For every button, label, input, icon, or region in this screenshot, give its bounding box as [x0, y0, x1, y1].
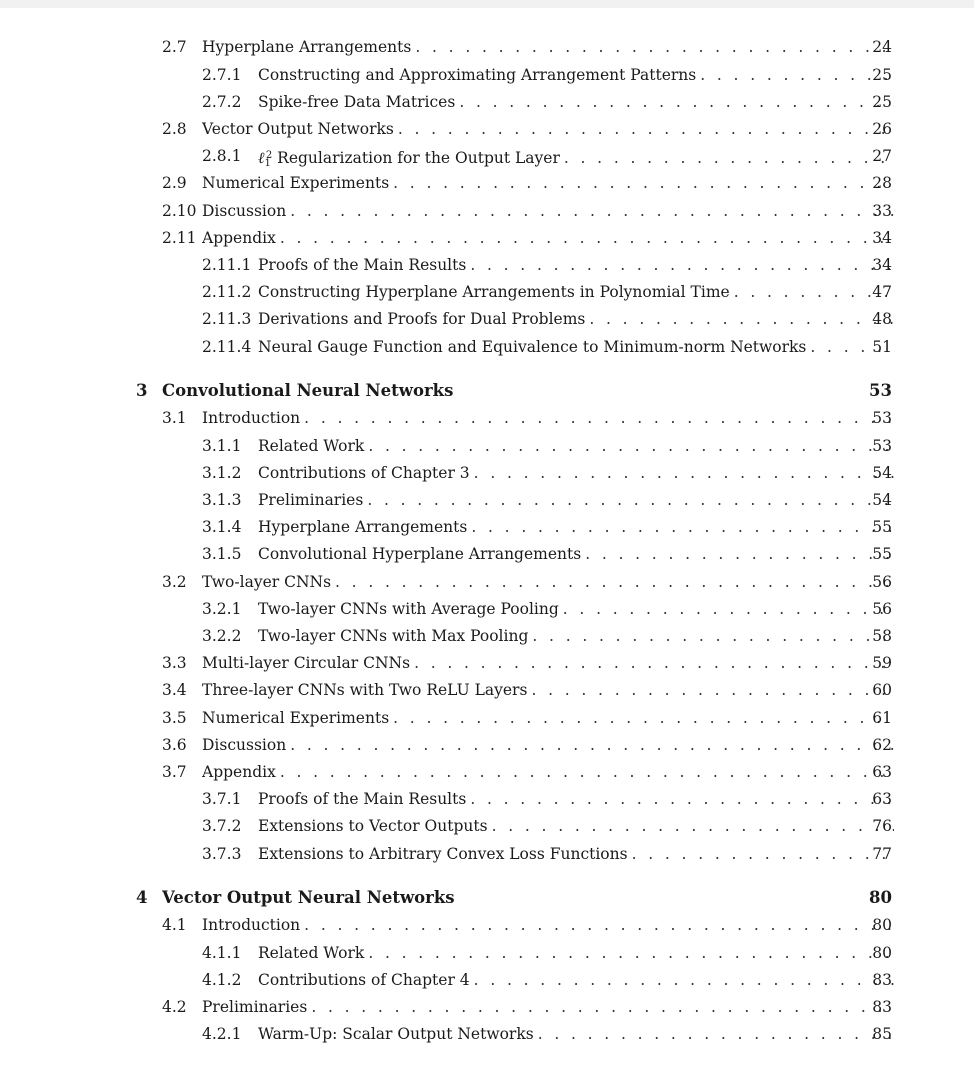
toc-entry-title-text: Related Work	[258, 944, 365, 962]
toc-subsection-entry[interactable]	[0, 335, 974, 359]
toc-entry-title	[202, 226, 280, 250]
dot-leader	[492, 814, 894, 838]
toc-entry-page-number: 85	[872, 1025, 892, 1043]
toc-entry-title-line	[258, 787, 894, 811]
toc-entry-page-number: 83	[872, 998, 892, 1016]
dot-leader	[474, 461, 894, 485]
toc-entry-number: 3.2	[162, 573, 187, 591]
toc-entry-title	[258, 814, 492, 838]
toc-entry-title	[258, 1022, 538, 1046]
toc-entry-page-number: 51	[872, 338, 892, 356]
toc-entry-page-number: 47	[872, 283, 892, 301]
toc-entry-number: 3.6	[162, 736, 187, 754]
dot-leader	[304, 406, 894, 430]
toc-entry-title	[258, 842, 632, 866]
toc-entry-title	[202, 678, 531, 702]
toc-entry-title-line	[202, 117, 894, 141]
toc-entry-number: 2.8.1	[202, 147, 242, 165]
toc-entry-number: 2.7.2	[202, 93, 242, 111]
toc-entry-number: 2.10	[162, 202, 197, 220]
dot-leader	[335, 570, 894, 594]
toc-entry-title-line	[202, 406, 894, 430]
toc-entry-title	[258, 280, 734, 304]
toc-entry-title-text: Discussion	[202, 736, 287, 754]
toc-entry-number: 3	[136, 381, 148, 400]
toc-entry-title	[202, 651, 414, 675]
toc-subsection-entry[interactable]	[0, 253, 974, 277]
toc-entry-page-number: 25	[872, 66, 892, 84]
toc-entry-number: 2.11.3	[202, 310, 252, 328]
dot-leader	[459, 90, 894, 114]
toc-entry-number: 4.1.2	[202, 971, 242, 989]
toc-entry-title	[258, 968, 474, 992]
toc-entry-title	[202, 570, 335, 594]
toc-section-entry[interactable]	[0, 651, 974, 675]
toc-entry-page-number: 56	[872, 600, 892, 618]
toc-entry-title-line	[162, 379, 894, 403]
toc-entry-title	[258, 461, 474, 485]
toc-section-entry[interactable]	[0, 733, 974, 757]
toc-entry-page-number: 80	[869, 888, 892, 907]
toc-entry-title-text: Appendix	[202, 229, 276, 247]
toc-entry-title-text: Constructing Hyperplane Arrangements in Polynomial Time	[258, 283, 730, 301]
toc-subsection-entry[interactable]	[0, 542, 974, 566]
toc-entry-title	[258, 515, 471, 539]
dot-leader	[470, 253, 894, 277]
toc-entry-title-line	[258, 515, 894, 539]
toc-entry-title-line	[202, 570, 894, 594]
toc-entry-title-text: Discussion	[202, 202, 287, 220]
toc-subsection-entry[interactable]	[0, 90, 974, 114]
toc-subsection-entry[interactable]	[0, 842, 974, 866]
toc-entry-title	[258, 624, 532, 648]
toc-entry-title	[258, 434, 368, 458]
toc-entry-title-text: Two-layer CNNs	[202, 573, 332, 591]
toc-subsection-entry[interactable]	[0, 488, 974, 512]
toc-entry-title-text: Multi-layer Circular CNNs	[202, 654, 411, 672]
page-top-strip	[0, 0, 974, 8]
toc-entry-title-line	[258, 842, 894, 866]
toc-entry-title	[202, 171, 393, 195]
toc-entry-page-number: 56	[872, 573, 892, 591]
toc-entry-number: 3.1.1	[202, 437, 242, 455]
dot-leader	[474, 968, 894, 992]
toc-entry-title-line	[162, 886, 894, 910]
toc-entry-title-line	[258, 280, 894, 304]
toc-chapter-entry[interactable]	[0, 379, 974, 403]
toc-entry-title-text: Hyperplane Arrangements	[202, 38, 412, 56]
dot-leader	[538, 1022, 894, 1046]
dot-leader	[280, 760, 894, 784]
toc-entry-page-number: 26	[872, 120, 892, 138]
dot-leader	[398, 117, 894, 141]
toc-entry-title-text: Contributions of Chapter 4	[258, 971, 470, 989]
toc-entry-page-number: 53	[872, 437, 892, 455]
toc-entry-title-line	[202, 995, 894, 1019]
toc-subsection-entry[interactable]	[0, 968, 974, 992]
toc-entry-number: 3.2.2	[202, 627, 242, 645]
toc-subsection-entry[interactable]	[0, 787, 974, 811]
toc-entry-title-line	[258, 597, 894, 621]
toc-section-entry[interactable]	[0, 35, 974, 59]
toc-entry-title-text: Three-layer CNNs with Two ReLU Layers	[202, 681, 528, 699]
toc-entry-number: 3.1	[162, 409, 187, 427]
toc-entry-title	[202, 117, 398, 141]
dot-leader	[290, 199, 894, 223]
dot-leader	[563, 597, 894, 621]
toc-entry-title-line	[258, 814, 894, 838]
dot-leader	[585, 542, 894, 566]
toc-entry-page-number: 54	[872, 464, 892, 482]
toc-entry-number: 2.9	[162, 174, 187, 192]
toc-entry-number: 2.11.1	[202, 256, 252, 274]
toc-entry-page-number: 61	[872, 709, 892, 727]
toc-entry-title	[258, 542, 585, 566]
toc-entry-title-line	[258, 488, 894, 512]
math-subscript: 1	[264, 158, 271, 169]
dot-leader	[368, 941, 894, 965]
toc-entry-page-number: 24	[872, 38, 892, 56]
toc-entry-page-number: 63	[872, 763, 892, 781]
toc-entry-number: 4.1	[162, 916, 187, 934]
toc-entry-title-text: Hyperplane Arrangements	[258, 518, 468, 536]
toc-entry-title-line	[258, 542, 894, 566]
toc-entry-title-text: Preliminaries	[258, 491, 364, 509]
toc-entry-title-line	[258, 624, 894, 648]
toc-section-entry[interactable]	[0, 913, 974, 937]
toc-entry-title-line	[202, 760, 894, 784]
toc-entry-title	[202, 760, 280, 784]
toc-entry-title-line	[202, 171, 894, 195]
toc-entry-title	[258, 253, 470, 277]
toc-entry-title-line	[202, 35, 894, 59]
toc-section-entry[interactable]	[0, 117, 974, 141]
toc-entry-title-text: Spike-free Data Matrices	[258, 93, 456, 111]
toc-subsection-entry[interactable]	[0, 434, 974, 458]
dot-leader	[393, 706, 894, 730]
toc-entry-page-number: 58	[872, 627, 892, 645]
toc-entry-title-line	[258, 307, 894, 331]
toc-section-entry[interactable]	[0, 199, 974, 223]
toc-entry-page-number: 60	[872, 681, 892, 699]
toc-entry-page-number: 53	[872, 409, 892, 427]
toc-entry-page-number: 28	[872, 174, 892, 192]
toc-entry-number: 3.7	[162, 763, 187, 781]
toc-entry-page-number: 63	[872, 790, 892, 808]
toc-subsection-entry[interactable]	[0, 814, 974, 838]
toc-entry-title-text: Numerical Experiments	[202, 709, 390, 727]
toc-subsection-entry[interactable]	[0, 280, 974, 304]
toc-entry-title-line	[258, 63, 894, 87]
toc-entry-number: 3.5	[162, 709, 187, 727]
toc-entry-number: 3.1.3	[202, 491, 242, 509]
toc-entry-title	[258, 488, 367, 512]
dot-leader	[290, 733, 894, 757]
toc-entry-number: 4.1.1	[202, 944, 242, 962]
toc-entry-title	[202, 706, 393, 730]
toc-entry-title	[162, 886, 459, 910]
toc-entry-title	[258, 941, 368, 965]
toc-entry-title-text: Related Work	[258, 437, 365, 455]
toc-entry-title-text: Numerical Experiments	[202, 174, 390, 192]
toc-section-entry[interactable]	[0, 678, 974, 702]
toc-entry-number: 4.2	[162, 998, 187, 1016]
toc-subsection-entry[interactable]	[0, 63, 974, 87]
toc-entry-page-number: 34	[872, 256, 892, 274]
toc-entry-title-text: Appendix	[202, 763, 276, 781]
toc-entry-title-text: Neural Gauge Function and Equivalence to Minimum-norm Networks	[258, 338, 807, 356]
toc-entry-title-text: Extensions to Vector Outputs	[258, 817, 488, 835]
dot-leader	[531, 678, 894, 702]
toc-entry-page-number: 53	[869, 381, 892, 400]
toc-entry-number: 3.4	[162, 681, 187, 699]
toc-entry-number: 2.11	[162, 229, 197, 247]
toc-entry-title-text: Introduction	[202, 409, 301, 427]
toc-entry-title-text: Introduction	[202, 916, 301, 934]
toc-entry-number: 2.11.4	[202, 338, 252, 356]
toc-entry-page-number: 25	[872, 93, 892, 111]
toc-entry-number: 4	[136, 888, 148, 907]
toc-entry-title-line	[258, 461, 894, 485]
dot-leader	[589, 307, 894, 331]
toc-entry-title	[202, 406, 304, 430]
toc-entry-title-text: Vector Output Neural Networks	[162, 888, 455, 907]
toc-entry-page-number: 76	[872, 817, 892, 835]
toc-entry-number: 3.7.3	[202, 845, 242, 863]
dot-leader	[470, 787, 894, 811]
toc-entry-title-line	[202, 913, 894, 937]
toc-entry-title-line	[202, 199, 894, 223]
toc-subsection-entry[interactable]	[0, 1022, 974, 1046]
toc-entry-number: 2.8	[162, 120, 187, 138]
toc-entry-title-text: Two-layer CNNs with Max Pooling	[258, 627, 529, 645]
toc-entry-title-text: Two-layer CNNs with Average Pooling	[258, 600, 559, 618]
toc-entry-title	[162, 379, 457, 403]
toc-entry-title	[258, 335, 810, 359]
toc-entry-number: 3.1.5	[202, 545, 242, 563]
toc-entry-page-number: 55	[872, 518, 892, 536]
toc-chapter-entry[interactable]	[0, 886, 974, 910]
toc-section-entry[interactable]	[0, 995, 974, 1019]
toc-entry-title-text: Proofs of the Main Results	[258, 790, 467, 808]
toc-entry-page-number: 80	[872, 944, 892, 962]
toc-entry-title-line	[202, 733, 894, 757]
toc-entry-number: 3.7.1	[202, 790, 242, 808]
dot-leader	[368, 434, 894, 458]
toc-entry-title-text: Regularization for the Output Layer	[277, 149, 560, 167]
toc-section-entry[interactable]	[0, 226, 974, 250]
toc-entry-number: 3.3	[162, 654, 187, 672]
dot-leader	[304, 913, 894, 937]
dot-leader	[367, 488, 894, 512]
toc-entry-title	[258, 90, 459, 114]
toc-entry-page-number: 48	[872, 310, 892, 328]
dot-leader	[414, 651, 894, 675]
toc-entry-page-number: 80	[872, 916, 892, 934]
toc-entry-title-line	[202, 226, 894, 250]
toc-entry-title-text: Convolutional Neural Networks	[162, 381, 454, 400]
toc-section-entry[interactable]	[0, 706, 974, 730]
toc-entry-title	[258, 63, 700, 87]
math-base: ℓ	[258, 149, 265, 167]
toc-entry-title-text: Preliminaries	[202, 998, 308, 1016]
toc-entry-title-line	[258, 434, 894, 458]
toc-entry-title	[202, 733, 290, 757]
toc-subsection-entry[interactable]	[0, 461, 974, 485]
dot-leader	[532, 624, 894, 648]
toc-entry-page-number: 54	[872, 491, 892, 509]
toc-entry-title	[202, 913, 304, 937]
toc-entry-title-text: Constructing and Approximating Arrangement Patterns	[258, 66, 697, 84]
toc-entry-number: 3.1.4	[202, 518, 242, 536]
toc-entry-number: 3.1.2	[202, 464, 242, 482]
math-superscript: 2	[265, 150, 273, 161]
toc-subsection-entry[interactable]	[0, 144, 974, 168]
toc-entry-page-number: 62	[872, 736, 892, 754]
toc-entry-page-number: 59	[872, 654, 892, 672]
toc-entry-number: 3.2.1	[202, 600, 242, 618]
dot-leader	[311, 995, 894, 1019]
toc-entry-title-line	[258, 968, 894, 992]
dot-leader	[415, 35, 894, 59]
toc-entry-title-line	[202, 651, 894, 675]
toc-section-entry[interactable]	[0, 406, 974, 430]
toc-entry-number: 3.7.2	[202, 817, 242, 835]
toc-entry-number: 4.2.1	[202, 1025, 242, 1043]
toc-entry-title-text: Proofs of the Main Results	[258, 256, 467, 274]
toc-entry-title	[258, 787, 470, 811]
toc-entry-page-number: 55	[872, 545, 892, 563]
toc-entry-page-number: 33	[872, 202, 892, 220]
dot-leader	[393, 171, 894, 195]
dot-leader	[280, 226, 894, 250]
toc-section-entry[interactable]	[0, 760, 974, 784]
toc-subsection-entry[interactable]	[0, 624, 974, 648]
toc-entry-title	[202, 199, 290, 223]
toc-entry-page-number: 27	[872, 147, 892, 165]
toc-subsection-entry[interactable]	[0, 307, 974, 331]
toc-subsection-entry[interactable]	[0, 941, 974, 965]
toc-section-entry[interactable]	[0, 570, 974, 594]
toc-entry-title-text: Extensions to Arbitrary Convex Loss Functions	[258, 845, 628, 863]
dot-leader	[564, 146, 894, 170]
toc-section-entry[interactable]	[0, 171, 974, 195]
toc-entry-title-line	[258, 335, 894, 359]
toc-entry-title-text: Convolutional Hyperplane Arrangements	[258, 545, 582, 563]
toc-entry-title-text: Warm-Up: Scalar Output Networks	[258, 1025, 534, 1043]
toc-entry-title-line	[258, 941, 894, 965]
toc-entry-title-text: Derivations and Proofs for Dual Problems	[258, 310, 586, 328]
toc-entry-title-line	[258, 1022, 894, 1046]
toc-entry-title	[258, 307, 589, 331]
toc-subsection-entry[interactable]	[0, 515, 974, 539]
toc-entry-title	[202, 995, 311, 1019]
toc-entry-title	[202, 35, 415, 59]
toc-entry-page-number: 83	[872, 971, 892, 989]
math-symbol	[258, 149, 272, 167]
toc-entry-title-text: Vector Output Networks	[202, 120, 394, 138]
toc-entry-title-line	[202, 678, 894, 702]
toc-entry-title-line	[258, 90, 894, 114]
toc-entry-page-number: 34	[872, 229, 892, 247]
toc-entry-page-number: 77	[872, 845, 892, 863]
toc-entry-title-line	[202, 706, 894, 730]
dot-leader	[471, 515, 894, 539]
toc-entry-number: 2.7	[162, 38, 187, 56]
toc-entry-title-line	[258, 253, 894, 277]
toc-entry-number: 2.7.1	[202, 66, 242, 84]
toc-entry-title	[258, 597, 563, 621]
toc-entry-title-text: Contributions of Chapter 3	[258, 464, 470, 482]
toc-subsection-entry[interactable]	[0, 597, 974, 621]
toc-entry-number: 2.11.2	[202, 283, 252, 301]
